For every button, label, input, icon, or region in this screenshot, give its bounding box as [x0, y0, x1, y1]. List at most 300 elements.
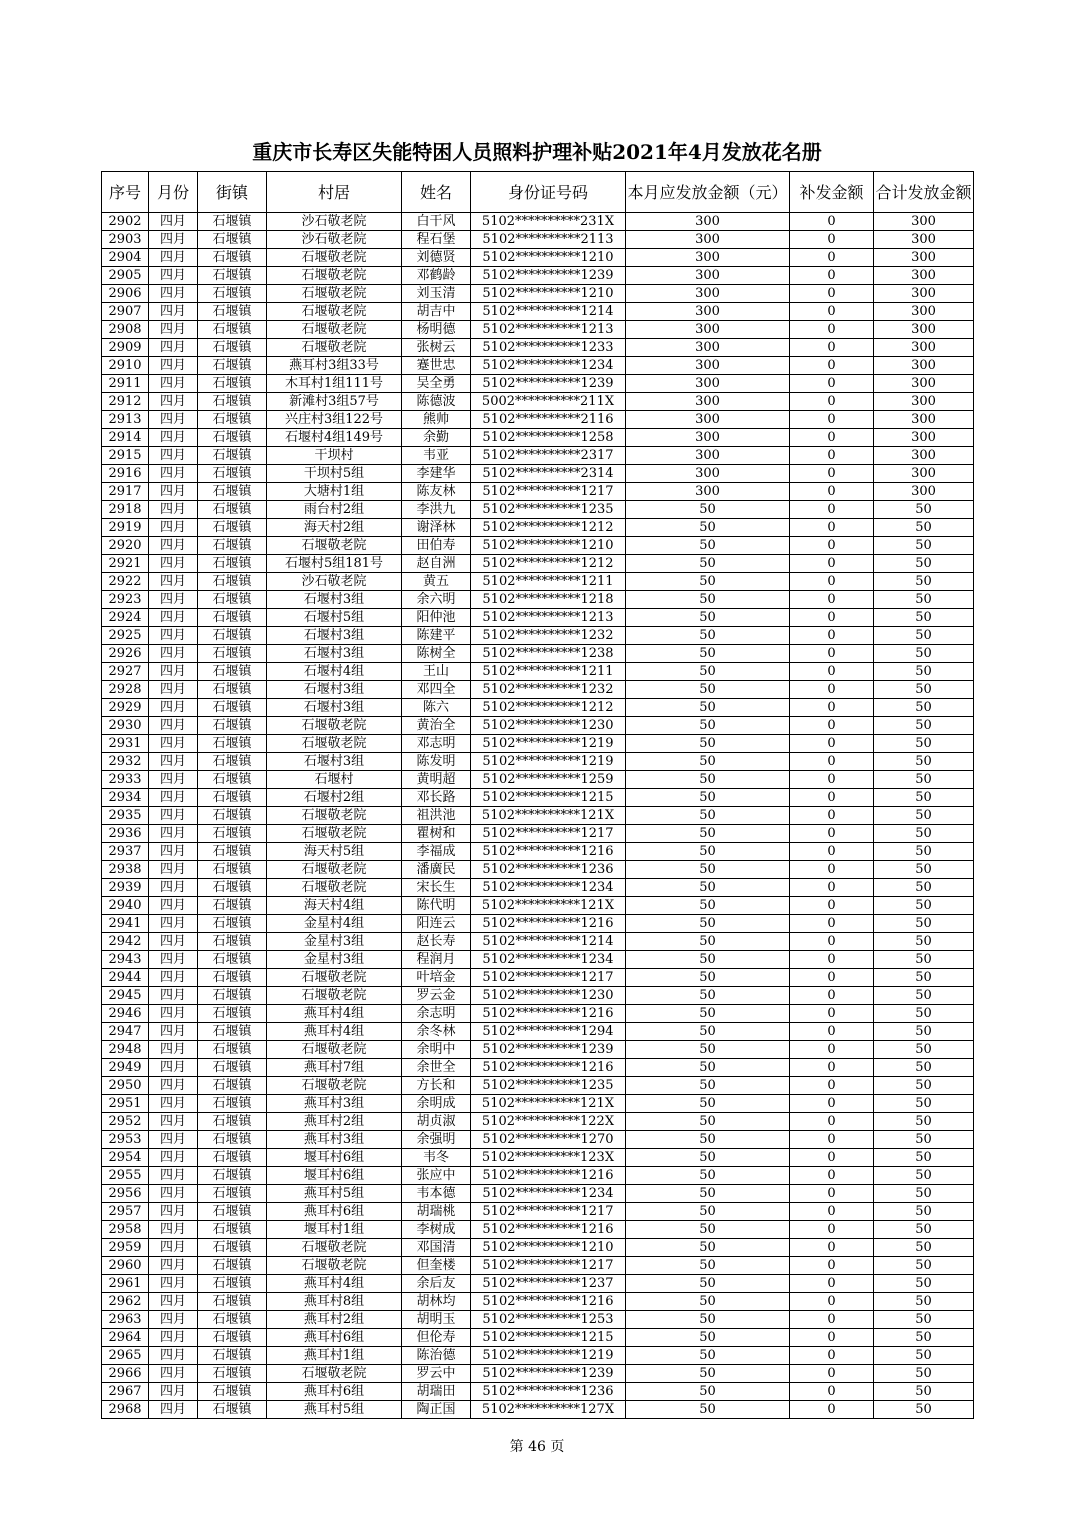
cell-seq: 2957	[102, 1203, 149, 1221]
cell-town: 石堰镇	[198, 339, 267, 357]
cell-seq: 2907	[102, 303, 149, 321]
cell-due-amount: 50	[626, 1005, 790, 1023]
cell-total-amount: 50	[874, 753, 974, 771]
cell-due-amount: 50	[626, 1221, 790, 1239]
cell-town: 石堰镇	[198, 825, 267, 843]
cell-seq: 2965	[102, 1347, 149, 1365]
cell-town: 石堰镇	[198, 1293, 267, 1311]
cell-total-amount: 50	[874, 969, 974, 987]
cell-id-number: 5102**********1230	[471, 717, 626, 735]
cell-total-amount: 50	[874, 789, 974, 807]
cell-id-number: 5102**********1236	[471, 861, 626, 879]
cell-name: 余强明	[402, 1131, 471, 1149]
cell-total-amount: 50	[874, 501, 974, 519]
cell-due-amount: 50	[626, 897, 790, 915]
cell-village: 石堰村2组	[267, 789, 402, 807]
cell-town: 石堰镇	[198, 321, 267, 339]
table-row	[102, 645, 974, 663]
cell-id-number: 5102**********2113	[471, 231, 626, 249]
cell-month: 四月	[149, 1167, 198, 1185]
cell-id-number: 5102**********1232	[471, 627, 626, 645]
cell-id-number: 5102**********1216	[471, 1005, 626, 1023]
cell-supplement-amount: 0	[790, 501, 874, 519]
cell-name: 陈六	[402, 699, 471, 717]
cell-name: 余六明	[402, 591, 471, 609]
cell-total-amount: 300	[874, 429, 974, 447]
cell-id-number: 5102**********1239	[471, 267, 626, 285]
cell-village: 雨台村2组	[267, 501, 402, 519]
cell-due-amount: 50	[626, 771, 790, 789]
cell-total-amount: 50	[874, 1383, 974, 1401]
table-row	[102, 321, 974, 339]
table-row	[102, 1113, 974, 1131]
cell-village: 石堰村3组	[267, 645, 402, 663]
header-town: 街镇	[198, 172, 267, 213]
cell-due-amount: 50	[626, 1365, 790, 1383]
cell-town: 石堰镇	[198, 375, 267, 393]
table-row	[102, 1005, 974, 1023]
cell-total-amount: 50	[874, 1275, 974, 1293]
cell-month: 四月	[149, 735, 198, 753]
cell-name: 刘玉清	[402, 285, 471, 303]
cell-total-amount: 300	[874, 465, 974, 483]
cell-village: 燕耳村2组	[267, 1311, 402, 1329]
cell-id-number: 5102**********1232	[471, 681, 626, 699]
table-row	[102, 519, 974, 537]
cell-total-amount: 50	[874, 1221, 974, 1239]
cell-supplement-amount: 0	[790, 807, 874, 825]
cell-month: 四月	[149, 1095, 198, 1113]
cell-seq: 2939	[102, 879, 149, 897]
cell-due-amount: 50	[626, 843, 790, 861]
cell-supplement-amount: 0	[790, 1077, 874, 1095]
cell-month: 四月	[149, 843, 198, 861]
cell-name: 李建华	[402, 465, 471, 483]
cell-total-amount: 50	[874, 627, 974, 645]
cell-town: 石堰镇	[198, 807, 267, 825]
table-row	[102, 1023, 974, 1041]
cell-name: 潘廣民	[402, 861, 471, 879]
header-total-amount: 合计发放金额	[874, 172, 974, 213]
cell-due-amount: 50	[626, 1041, 790, 1059]
cell-seq: 2924	[102, 609, 149, 627]
cell-village: 石堰敬老院	[267, 717, 402, 735]
cell-seq: 2931	[102, 735, 149, 753]
table-row	[102, 483, 974, 501]
cell-id-number: 5102**********1258	[471, 429, 626, 447]
cell-total-amount: 50	[874, 1239, 974, 1257]
cell-seq: 2929	[102, 699, 149, 717]
cell-village: 石堰敬老院	[267, 1041, 402, 1059]
cell-name: 胡林均	[402, 1293, 471, 1311]
cell-town: 石堰镇	[198, 681, 267, 699]
table-row	[102, 663, 974, 681]
table-row	[102, 1185, 974, 1203]
cell-id-number: 5102**********122X	[471, 1113, 626, 1131]
cell-month: 四月	[149, 951, 198, 969]
cell-month: 四月	[149, 1293, 198, 1311]
cell-town: 石堰镇	[198, 753, 267, 771]
cell-name: 谢泽林	[402, 519, 471, 537]
cell-month: 四月	[149, 1275, 198, 1293]
cell-name: 陈代明	[402, 897, 471, 915]
cell-village: 燕耳村6组	[267, 1383, 402, 1401]
cell-due-amount: 300	[626, 483, 790, 501]
cell-town: 石堰镇	[198, 501, 267, 519]
cell-due-amount: 50	[626, 1077, 790, 1095]
cell-total-amount: 300	[874, 231, 974, 249]
cell-id-number: 5102**********1210	[471, 1239, 626, 1257]
cell-village: 燕耳村2组	[267, 1113, 402, 1131]
cell-seq: 2968	[102, 1401, 149, 1419]
cell-town: 石堰镇	[198, 627, 267, 645]
cell-town: 石堰镇	[198, 1311, 267, 1329]
cell-village: 石堰敬老院	[267, 321, 402, 339]
cell-id-number: 5102**********1213	[471, 609, 626, 627]
cell-name: 邓长路	[402, 789, 471, 807]
cell-seq: 2947	[102, 1023, 149, 1041]
cell-name: 李洪九	[402, 501, 471, 519]
cell-name: 余明成	[402, 1095, 471, 1113]
table-row	[102, 825, 974, 843]
cell-name: 胡吉中	[402, 303, 471, 321]
cell-name: 阳连云	[402, 915, 471, 933]
cell-supplement-amount: 0	[790, 789, 874, 807]
cell-village: 石堰村3组	[267, 699, 402, 717]
cell-due-amount: 50	[626, 555, 790, 573]
cell-seq: 2919	[102, 519, 149, 537]
cell-seq: 2963	[102, 1311, 149, 1329]
cell-seq: 2916	[102, 465, 149, 483]
cell-total-amount: 50	[874, 681, 974, 699]
cell-town: 石堰镇	[198, 357, 267, 375]
cell-month: 四月	[149, 285, 198, 303]
cell-id-number: 5102**********1215	[471, 1329, 626, 1347]
cell-supplement-amount: 0	[790, 609, 874, 627]
cell-month: 四月	[149, 1041, 198, 1059]
cell-month: 四月	[149, 1401, 198, 1419]
cell-supplement-amount: 0	[790, 771, 874, 789]
cell-due-amount: 50	[626, 951, 790, 969]
cell-town: 石堰镇	[198, 933, 267, 951]
cell-town: 石堰镇	[198, 1023, 267, 1041]
cell-supplement-amount: 0	[790, 1131, 874, 1149]
cell-total-amount: 50	[874, 1023, 974, 1041]
cell-due-amount: 50	[626, 1203, 790, 1221]
cell-seq: 2917	[102, 483, 149, 501]
cell-id-number: 5102**********1234	[471, 1185, 626, 1203]
cell-month: 四月	[149, 375, 198, 393]
cell-town: 石堰镇	[198, 699, 267, 717]
table-row	[102, 573, 974, 591]
cell-seq: 2918	[102, 501, 149, 519]
cell-supplement-amount: 0	[790, 1347, 874, 1365]
cell-due-amount: 50	[626, 627, 790, 645]
cell-due-amount: 50	[626, 753, 790, 771]
cell-supplement-amount: 0	[790, 285, 874, 303]
cell-town: 石堰镇	[198, 1347, 267, 1365]
cell-supplement-amount: 0	[790, 429, 874, 447]
cell-id-number: 5102**********1216	[471, 1221, 626, 1239]
cell-month: 四月	[149, 807, 198, 825]
table-body	[102, 213, 974, 1419]
cell-month: 四月	[149, 1077, 198, 1095]
cell-name: 胡明玉	[402, 1311, 471, 1329]
header-village: 村居	[267, 172, 402, 213]
cell-month: 四月	[149, 1113, 198, 1131]
cell-due-amount: 300	[626, 213, 790, 231]
cell-supplement-amount: 0	[790, 1023, 874, 1041]
cell-supplement-amount: 0	[790, 735, 874, 753]
cell-town: 石堰镇	[198, 789, 267, 807]
cell-due-amount: 300	[626, 411, 790, 429]
table-row	[102, 1239, 974, 1257]
cell-supplement-amount: 0	[790, 1203, 874, 1221]
cell-month: 四月	[149, 429, 198, 447]
cell-due-amount: 50	[626, 1149, 790, 1167]
cell-town: 石堰镇	[198, 465, 267, 483]
table-row	[102, 1131, 974, 1149]
cell-due-amount: 50	[626, 537, 790, 555]
cell-due-amount: 300	[626, 465, 790, 483]
cell-seq: 2930	[102, 717, 149, 735]
cell-total-amount: 300	[874, 285, 974, 303]
cell-id-number: 5102**********1212	[471, 699, 626, 717]
cell-total-amount: 300	[874, 447, 974, 465]
cell-name: 邓四全	[402, 681, 471, 699]
cell-name: 余勤	[402, 429, 471, 447]
cell-due-amount: 50	[626, 1293, 790, 1311]
cell-due-amount: 50	[626, 915, 790, 933]
cell-id-number: 5102**********1253	[471, 1311, 626, 1329]
cell-supplement-amount: 0	[790, 1293, 874, 1311]
cell-name: 罗云金	[402, 987, 471, 1005]
cell-town: 石堰镇	[198, 717, 267, 735]
cell-name: 邓鹤龄	[402, 267, 471, 285]
cell-name: 余世全	[402, 1059, 471, 1077]
cell-month: 四月	[149, 249, 198, 267]
cell-supplement-amount: 0	[790, 447, 874, 465]
cell-total-amount: 50	[874, 1131, 974, 1149]
cell-due-amount: 50	[626, 591, 790, 609]
cell-town: 石堰镇	[198, 303, 267, 321]
cell-due-amount: 300	[626, 393, 790, 411]
cell-name: 邓志明	[402, 735, 471, 753]
cell-name: 赵长寿	[402, 933, 471, 951]
cell-name: 陈友林	[402, 483, 471, 501]
cell-name: 陈树全	[402, 645, 471, 663]
cell-id-number: 5102**********1239	[471, 375, 626, 393]
cell-id-number: 5102**********1216	[471, 1167, 626, 1185]
cell-town: 石堰镇	[198, 429, 267, 447]
cell-village: 石堰敬老院	[267, 1239, 402, 1257]
cell-seq: 2943	[102, 951, 149, 969]
cell-name: 李福成	[402, 843, 471, 861]
cell-village: 燕耳村5组	[267, 1401, 402, 1419]
cell-seq: 2956	[102, 1185, 149, 1203]
cell-seq: 2902	[102, 213, 149, 231]
cell-seq: 2921	[102, 555, 149, 573]
cell-month: 四月	[149, 537, 198, 555]
cell-due-amount: 300	[626, 429, 790, 447]
cell-village: 干坝村5组	[267, 465, 402, 483]
cell-town: 石堰镇	[198, 231, 267, 249]
table-row	[102, 285, 974, 303]
cell-village: 燕耳村8组	[267, 1293, 402, 1311]
cell-total-amount: 50	[874, 717, 974, 735]
cell-total-amount: 300	[874, 213, 974, 231]
cell-total-amount: 50	[874, 519, 974, 537]
table-row	[102, 987, 974, 1005]
cell-village: 沙石敬老院	[267, 573, 402, 591]
cell-id-number: 5102**********1216	[471, 915, 626, 933]
cell-month: 四月	[149, 825, 198, 843]
cell-village: 石堰敬老院	[267, 987, 402, 1005]
cell-total-amount: 300	[874, 393, 974, 411]
cell-total-amount: 50	[874, 915, 974, 933]
cell-total-amount: 300	[874, 483, 974, 501]
cell-name: 程润月	[402, 951, 471, 969]
cell-town: 石堰镇	[198, 1095, 267, 1113]
cell-name: 黄治全	[402, 717, 471, 735]
cell-seq: 2964	[102, 1329, 149, 1347]
cell-month: 四月	[149, 447, 198, 465]
cell-id-number: 5102**********1239	[471, 1041, 626, 1059]
cell-supplement-amount: 0	[790, 1113, 874, 1131]
cell-supplement-amount: 0	[790, 627, 874, 645]
cell-total-amount: 300	[874, 357, 974, 375]
cell-village: 燕耳村3组	[267, 1095, 402, 1113]
cell-supplement-amount: 0	[790, 1059, 874, 1077]
cell-village: 燕耳村4组	[267, 1023, 402, 1041]
cell-id-number: 5102**********1235	[471, 1077, 626, 1095]
cell-supplement-amount: 0	[790, 933, 874, 951]
table-row	[102, 1401, 974, 1419]
cell-seq: 2941	[102, 915, 149, 933]
cell-seq: 2912	[102, 393, 149, 411]
cell-village: 燕耳村4组	[267, 1005, 402, 1023]
cell-total-amount: 300	[874, 249, 974, 267]
cell-id-number: 5102**********1234	[471, 879, 626, 897]
cell-total-amount: 300	[874, 321, 974, 339]
cell-name: 余明中	[402, 1041, 471, 1059]
cell-due-amount: 300	[626, 285, 790, 303]
cell-month: 四月	[149, 861, 198, 879]
cell-town: 石堰镇	[198, 411, 267, 429]
cell-village: 石堰村3组	[267, 591, 402, 609]
cell-month: 四月	[149, 753, 198, 771]
cell-seq: 2961	[102, 1275, 149, 1293]
cell-name: 陈德波	[402, 393, 471, 411]
cell-town: 石堰镇	[198, 735, 267, 753]
table-row	[102, 1203, 974, 1221]
table-row	[102, 591, 974, 609]
cell-id-number: 5102**********1218	[471, 591, 626, 609]
cell-total-amount: 50	[874, 987, 974, 1005]
cell-name: 张应中	[402, 1167, 471, 1185]
cell-due-amount: 50	[626, 681, 790, 699]
cell-due-amount: 50	[626, 735, 790, 753]
cell-supplement-amount: 0	[790, 1095, 874, 1113]
header-seq: 序号	[102, 172, 149, 213]
cell-seq: 2958	[102, 1221, 149, 1239]
table-row	[102, 915, 974, 933]
table-row	[102, 1041, 974, 1059]
cell-total-amount: 50	[874, 825, 974, 843]
cell-total-amount: 50	[874, 1347, 974, 1365]
cell-due-amount: 300	[626, 321, 790, 339]
cell-seq: 2937	[102, 843, 149, 861]
cell-town: 石堰镇	[198, 1077, 267, 1095]
cell-supplement-amount: 0	[790, 969, 874, 987]
cell-id-number: 5102**********1212	[471, 555, 626, 573]
cell-village: 石堰敬老院	[267, 969, 402, 987]
cell-supplement-amount: 0	[790, 303, 874, 321]
cell-supplement-amount: 0	[790, 591, 874, 609]
cell-seq: 2949	[102, 1059, 149, 1077]
cell-seq: 2938	[102, 861, 149, 879]
cell-id-number: 5102**********1219	[471, 1347, 626, 1365]
cell-id-number: 5102**********1211	[471, 663, 626, 681]
cell-total-amount: 50	[874, 1005, 974, 1023]
cell-seq: 2923	[102, 591, 149, 609]
cell-seq: 2927	[102, 663, 149, 681]
cell-total-amount: 50	[874, 1401, 974, 1419]
cell-seq: 2926	[102, 645, 149, 663]
cell-due-amount: 50	[626, 1023, 790, 1041]
cell-village: 燕耳村7组	[267, 1059, 402, 1077]
cell-total-amount: 50	[874, 1185, 974, 1203]
cell-seq: 2952	[102, 1113, 149, 1131]
cell-month: 四月	[149, 987, 198, 1005]
table-row	[102, 771, 974, 789]
cell-id-number: 5102**********1238	[471, 645, 626, 663]
cell-month: 四月	[149, 915, 198, 933]
cell-seq: 2936	[102, 825, 149, 843]
cell-total-amount: 50	[874, 591, 974, 609]
cell-seq: 2922	[102, 573, 149, 591]
cell-month: 四月	[149, 555, 198, 573]
table-row	[102, 213, 974, 231]
cell-supplement-amount: 0	[790, 249, 874, 267]
cell-name: 张树云	[402, 339, 471, 357]
cell-town: 石堰镇	[198, 1059, 267, 1077]
cell-total-amount: 300	[874, 339, 974, 357]
cell-seq: 2909	[102, 339, 149, 357]
cell-town: 石堰镇	[198, 249, 267, 267]
table-row	[102, 735, 974, 753]
cell-village: 石堰敬老院	[267, 825, 402, 843]
cell-supplement-amount: 0	[790, 897, 874, 915]
table-row	[102, 231, 974, 249]
cell-village: 石堰敬老院	[267, 537, 402, 555]
cell-supplement-amount: 0	[790, 555, 874, 573]
cell-due-amount: 50	[626, 879, 790, 897]
cell-due-amount: 50	[626, 807, 790, 825]
cell-supplement-amount: 0	[790, 717, 874, 735]
cell-seq: 2935	[102, 807, 149, 825]
cell-due-amount: 50	[626, 1239, 790, 1257]
cell-village: 石堰敬老院	[267, 267, 402, 285]
cell-seq: 2940	[102, 897, 149, 915]
cell-village: 堰耳村6组	[267, 1149, 402, 1167]
cell-month: 四月	[149, 879, 198, 897]
cell-village: 大塘村1组	[267, 483, 402, 501]
cell-village: 石堰村5组181号	[267, 555, 402, 573]
cell-month: 四月	[149, 393, 198, 411]
cell-village: 海天村2组	[267, 519, 402, 537]
cell-id-number: 5102**********2314	[471, 465, 626, 483]
